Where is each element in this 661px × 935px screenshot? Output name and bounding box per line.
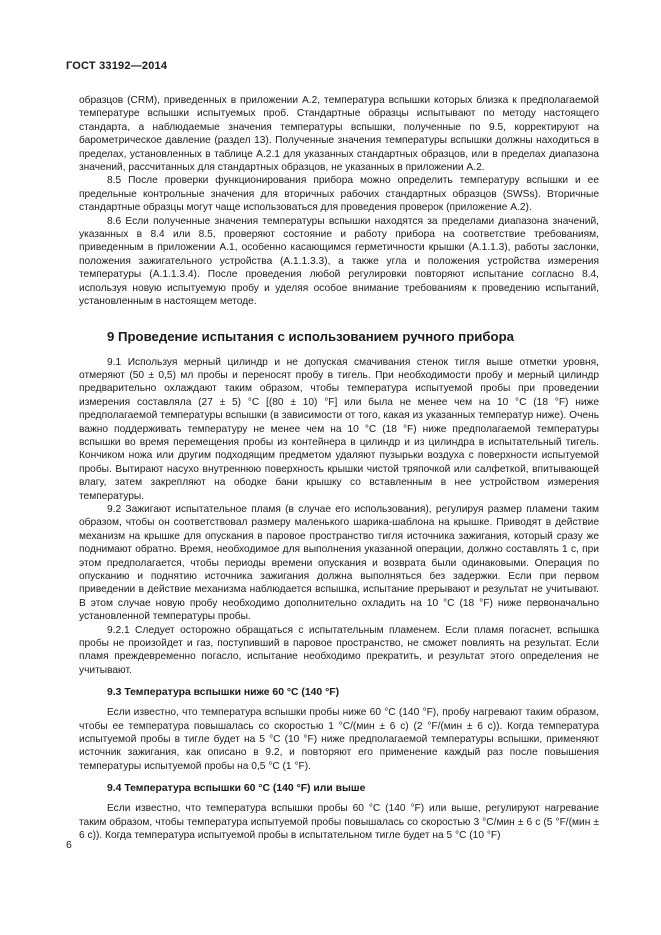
section-9-heading: 9 Проведение испытания с использованием ручного прибора — [107, 328, 514, 344]
page-number: 6 — [66, 839, 72, 851]
document-body — [79, 94, 599, 843]
paragraph-continuation: образцов (CRM), приведенных в приложении А.2, температура вспышки которых близка к предполагаемой температуре вспышки испытуемых проб. Стандартные образцы испытывают по методу настоящего стандарта, а наблюдаемые значения температуры вспышки, полученные по 9.5, корректируют на барометрическое давление (раздел 13). Полученные значения температуры вспышки должны находиться в пределах, установленных в таблице А.2.1 для указанных стандартных образцов, или в пределах диапазона значений, рассчитанных для стандартных образцов, не указанных в приложении А.2. — [79, 95, 599, 174]
subsection-9-3-heading: 9.3 Температура вспышки ниже 60 °С (140 °F) — [107, 687, 340, 699]
subsection-9-4-heading: 9.4 Температура вспышки 60 °С (140 °F) или выше — [107, 783, 366, 795]
paragraph-9-2: 9.2 Зажигают испытательное пламя (в случае его использования), регулируя размер пламени таким образом, чтобы он соответствовал размеру маленького шарика-шаблона на крышке. Приводят в действие механизм на крышке для опускания в паровое пространство тигля источника зажигания, который сразу же поднимают обратно. Время, необходимое для выполнения указанной операции, должно составлять 1 с, при этом предполагается, чтобы периоды времени опускания и возврата были одинаковыми. Операция по опусканию и поднятию источника зажигания должна выполняться без задержки. Если при первом приведении в действие механизма наблюдается вспышка, испытание прерывают и результат не учитывают. В этом случае новую пробу необходимо дополнительно охладить на 10 °С (18 °F) ниже первоначально установленной температуры пробы. — [79, 503, 599, 623]
paragraph-8-6: 8.6 Если полученные значения температуры вспышки находятся за пределами диапазона значений, указанных в 8.4 или 8.5, проверяют состояние и работу прибора на соответствие требованиям, приведенным в приложении А.1, особенно касающимся герметичности крышки (А.1.1.3), работы заслонки, положения зажигательного устройства (А.1.1.3.3), а также угла и положения устройства измерения температуры (А.1.1.3.4). После проведения любой регулировки повторяют испытание согласно 8.4, используя новую испытуемую пробу и уделяя особое внимание требованиям к проведению испытаний, установленным в настоящем методе. — [79, 215, 599, 308]
paragraph-9-3: Если известно, что температура вспышки пробы ниже 60 °С (140 °F), пробу нагревают таким образом, чтобы ее температура повышалась со скоростью 1 °С/(мин ± 6 с) (2 °F/(мин ± 6 с)). Когда температура испытуемой пробы в тигле будет на 5 °С (10 °F) ниже предполагаемой температуры вспышки, применяют источник зажигания, как описано в 9.2, и повторяют его применение каждый раз после повышения температуры испытуемой пробы на 0,5 °С (1 °F). — [79, 707, 599, 772]
standard-header: ГОСТ 33192—2014 — [66, 60, 168, 72]
paragraph-9-4: Если известно, что температура вспышки пробы 60 °С (140 °F) или выше, регулируют нагревание таким образом, чтобы температура испытуемой пробы повышалась со скоростью 3 °С/мин ± 6 с (5 °F/(мин ± 6 с)). Когда температура испытуемой пробы в испытательном тигле будет на 5 °С (10 °F) — [79, 803, 599, 842]
paragraph-9-2-1: 9.2.1 Следует осторожно обращаться с испытательным пламенем. Если пламя погаснет, вспышка пробы не произойдет и газ, поступивший в паровое пространство, не сможет повлиять на результат. Если пламя преждевременно погасло, испытание необходимо прекратить, и результат этого определения не учитывают. — [79, 624, 599, 676]
paragraph-8-5: 8.5 После проверки функционирования прибора можно определить температуру вспышки и ее предельные контрольные значения для вторичных рабочих стандартных образцов (SWSs). Вторичные стандартные образцы могут чаще использоваться для проведения проверок (приложение А.2). — [79, 175, 599, 214]
paragraph-9-1: 9.1 Используя мерный цилиндр и не допуская смачивания стенок тигля выше отметки уровня, отмеряют (50 ± 0,5) мл пробы и переносят пробу в тигель. При необходимости пробу и мерный цилиндр предварительно охлаждают таким образом, чтобы температура испытуемой пробы при проведении измерения составляла (27 ± 5) °С [(80 ± 10) °F] или была не менее чем на 10 °С (18 °F) ниже предполагаемой температуры вспышки (в зависимости от того, какая из указанных температур ниже). Очень важно поддерживать температуру не менее чем на 10 °С (18 °F) ниже предполагаемой температуры вспышки во время перемещения пробы из контейнера в цилиндр и из цилиндра в испытательный тигель. Кончиком ножа или другим подходящим предметом удаляют пузырьки воздуха с поверхности испытуемой пробы. Вытирают насухо внутреннюю поверхность крышки чистой тряпочкой или салфеткой, впитывающей влагу, затем закрепляют на ободке бани крышку со вставленным в нее устройством измерения температуры. — [79, 356, 599, 502]
